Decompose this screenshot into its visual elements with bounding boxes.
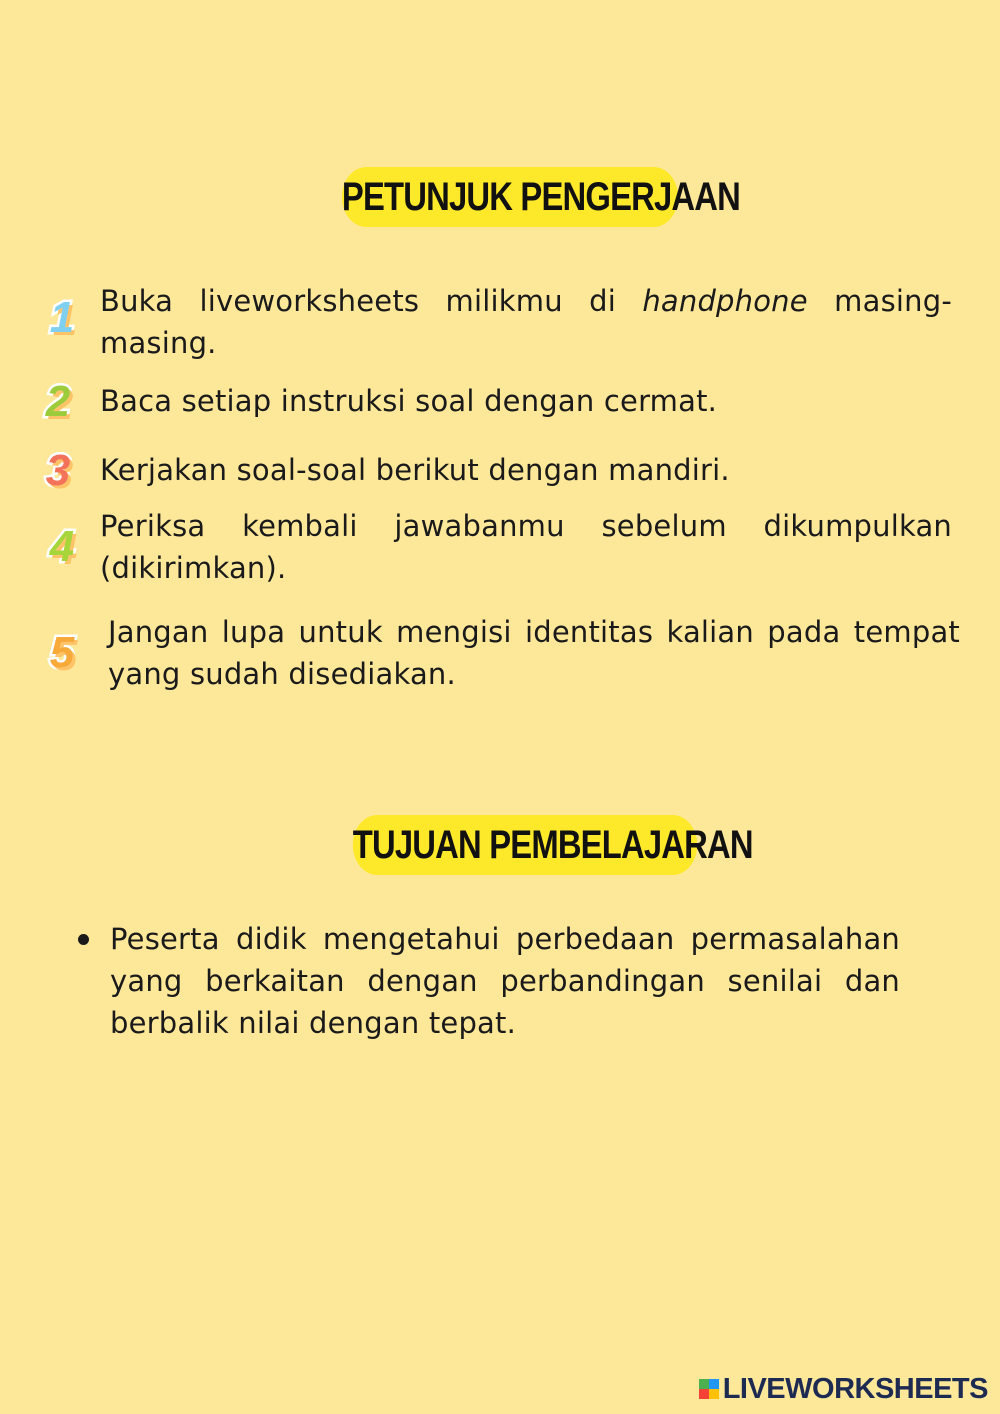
logo-square-icon <box>709 1379 719 1389</box>
step-text: Periksa kembali jawabanmu sebelum dikumpulkan (dikirimkan). <box>100 509 952 585</box>
instructions-heading: PETUNJUK PENGERJAAN <box>342 167 678 227</box>
logo-square-icon <box>699 1389 709 1399</box>
logo-square-icon <box>699 1379 709 1389</box>
liveworksheets-logo <box>699 1374 988 1404</box>
step-number-badge: 1 <box>49 293 75 342</box>
objective-text: Peserta didik mengetahui perbedaan permasalahan yang berkaitan dengan perbandingan senilai dan berbalik nilai dengan tepat. <box>110 922 900 1040</box>
step-text: Kerjakan soal-soal berikut dengan mandiri. <box>100 453 730 487</box>
liveworksheets-logo-icon <box>699 1379 719 1399</box>
step-number-badge: 4 <box>49 522 75 571</box>
step-number-badge: 5 <box>49 628 75 677</box>
logo-square-icon <box>709 1389 719 1399</box>
step-number-badge: 3 <box>45 446 71 495</box>
step-text: Buka liveworksheets milikmu di handphone masing-masing. <box>100 284 952 360</box>
objectives-heading: TUJUAN PEMBELAJARAN <box>353 815 697 875</box>
bullet-dot-icon <box>78 934 89 945</box>
step-text: Jangan lupa untuk mengisi identitas kalian pada tempat yang sudah disediakan. <box>108 615 960 691</box>
logo-text: LIVEWORKSHEETS <box>722 1372 988 1405</box>
step-text: Baca setiap instruksi soal dengan cermat. <box>100 384 718 418</box>
step-number-badge: 2 <box>45 377 71 426</box>
